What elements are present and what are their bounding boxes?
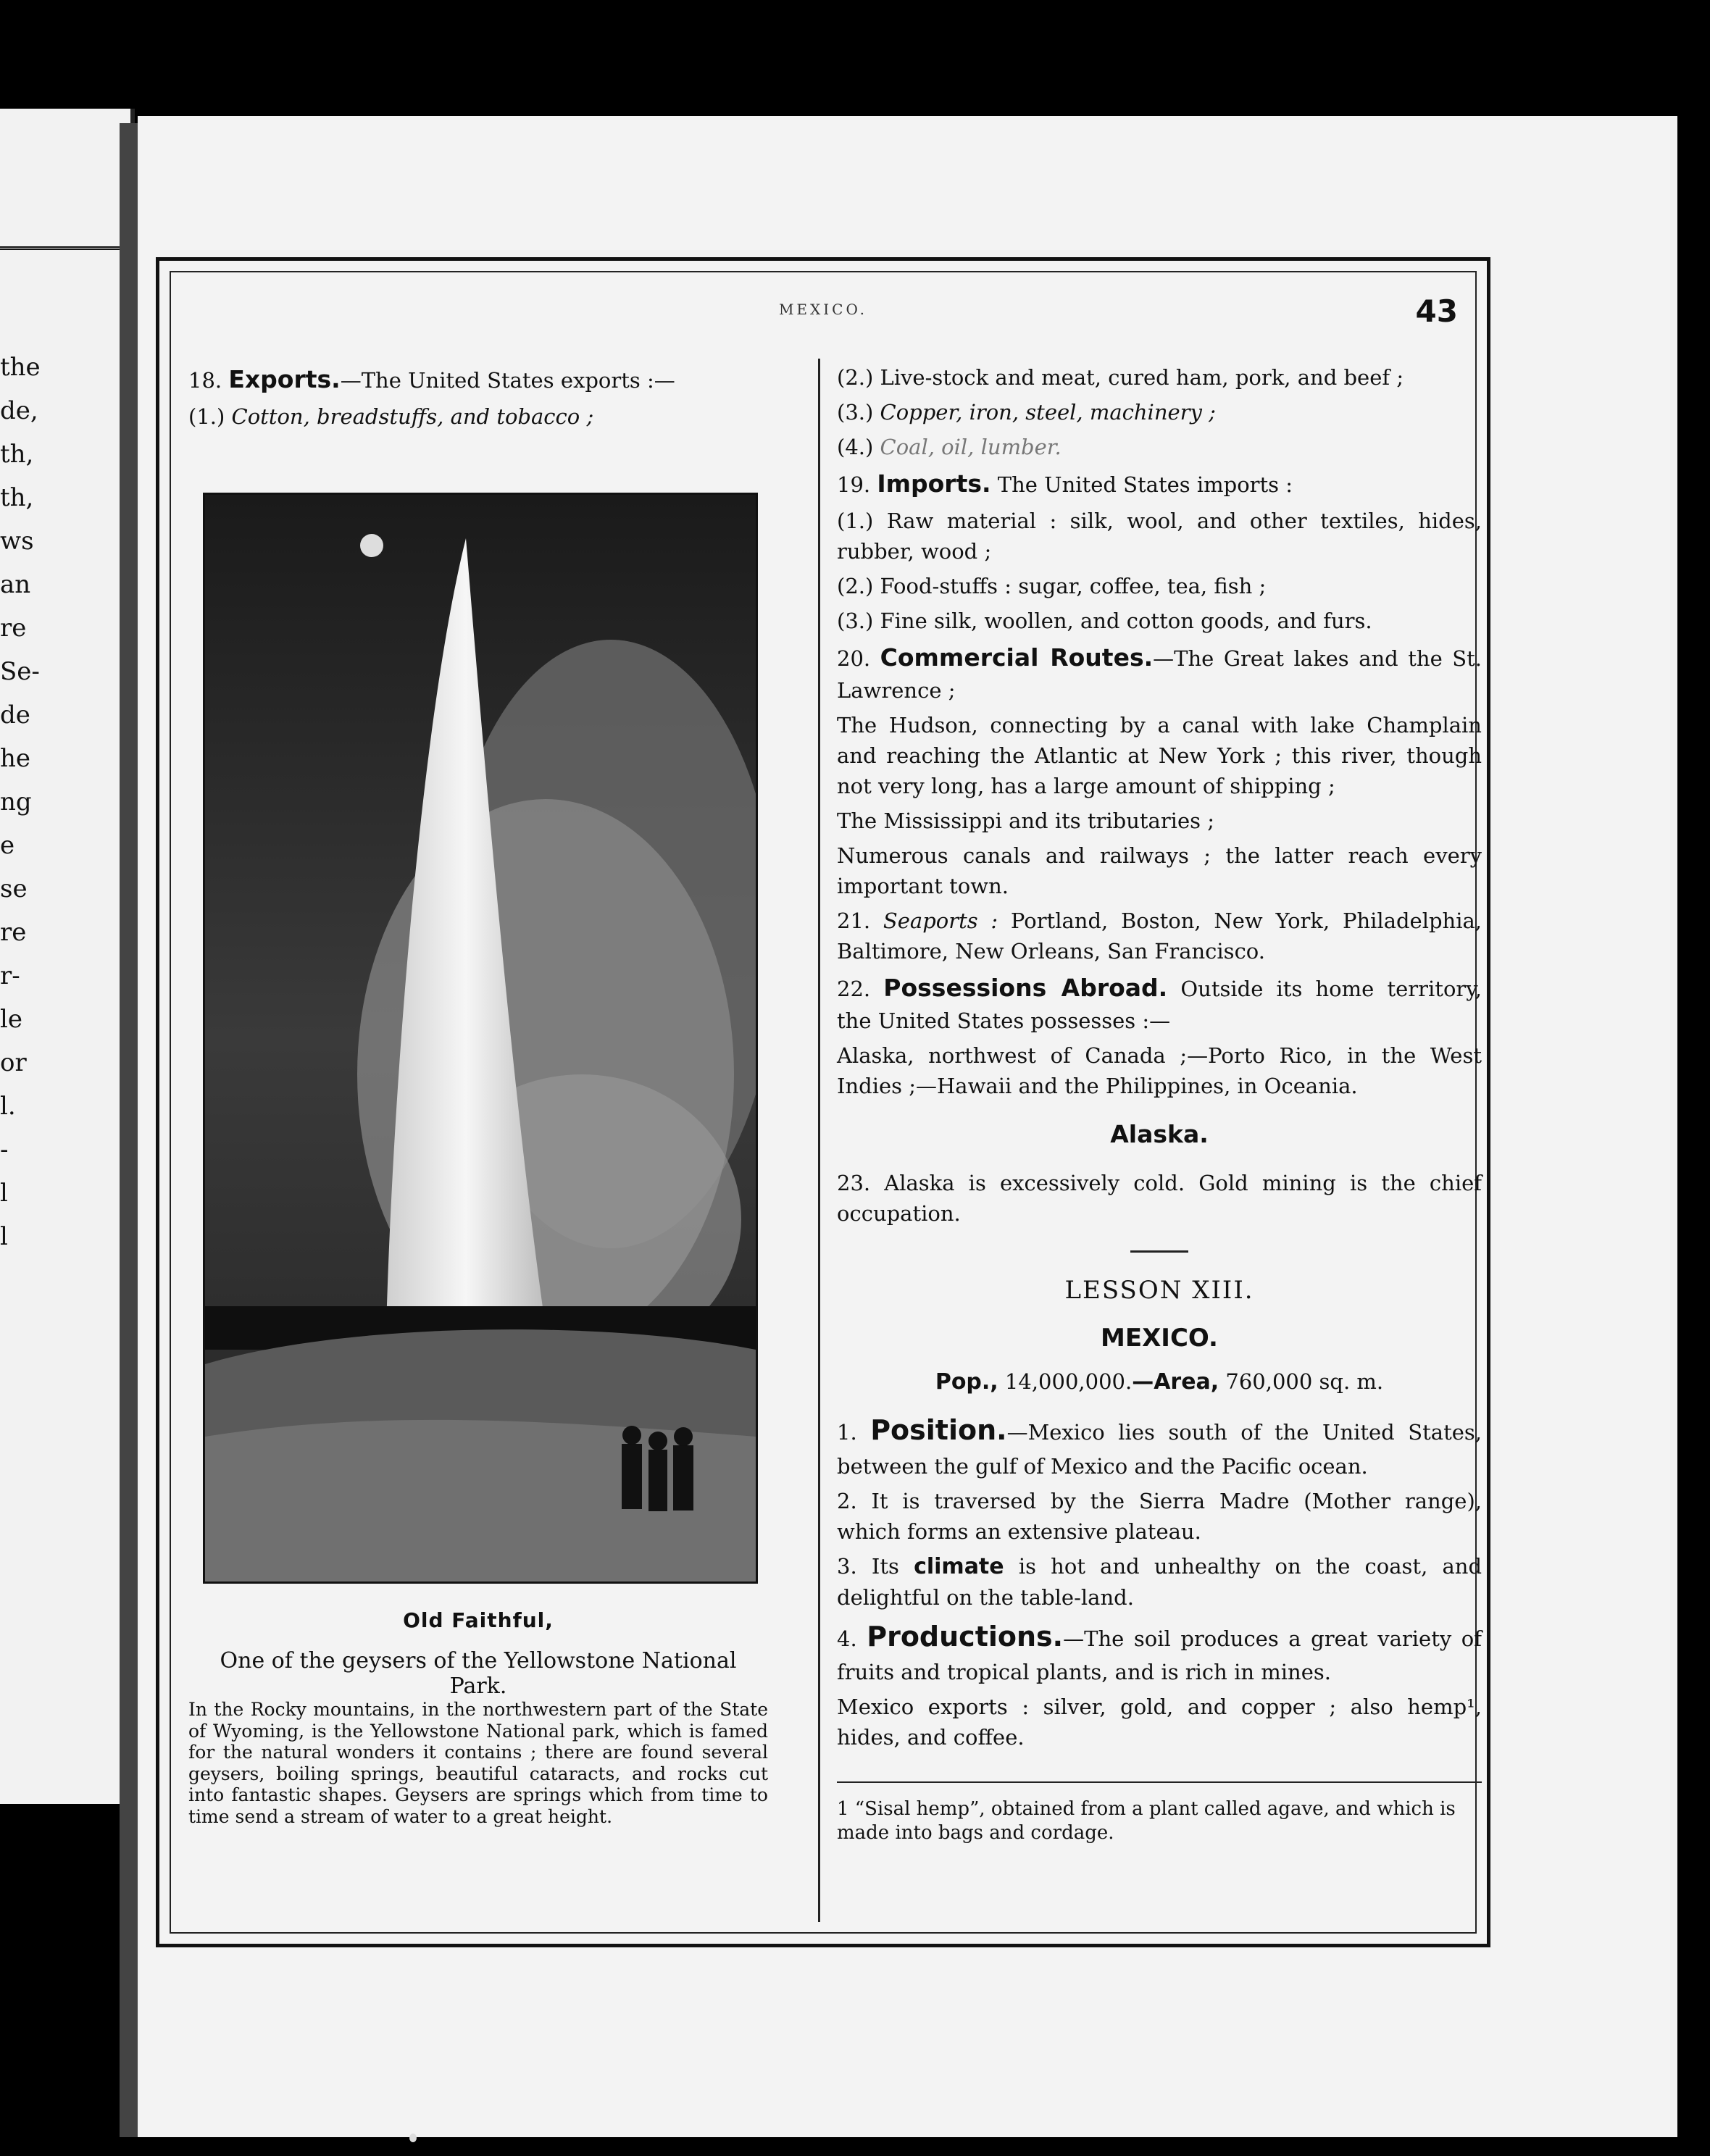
section-number: 19. [837,472,871,498]
facing-page-fragment: l [0,1222,8,1251]
facing-page-fragment: Se- [0,657,40,686]
facing-page-fragment: de, [0,396,38,425]
lesson-subject: MEXICO. [1101,1323,1218,1353]
exports-item-1 [188,401,804,432]
section-divider [1130,1250,1188,1253]
item-number: (1.) [188,404,225,429]
mexico-climate [837,1551,1482,1613]
routes-heading-line [837,640,1482,706]
item-text: Live-stock and meat, cured ham, pork, and beef ; [880,365,1404,390]
old-faithful-illustration [203,493,758,1584]
productions-text: —The soil produces a great variety of fruits and tropical plants, and is rich in mines. [837,1626,1482,1685]
facing-page-fragment: de [0,701,30,730]
imports-item-1: (1.) Raw material : silk, wool, and other textiles, hides, rubber, wood ; [837,508,1482,564]
possessions-list: Alaska, northwest of Canada ;—Porto Rico, in the West Indies ;—Hawaii and the Philippines, in Oceania. [837,1043,1482,1099]
imports-item-2: (2.) Food-stuffs : sugar, coffee, tea, fish ; [837,574,1267,599]
geyser-engraving [205,495,756,1582]
routes-intro: —The Great lakes and the St. Lawrence ; [837,646,1482,703]
section-number: 23. [837,1171,871,1196]
facing-page-fragment: r- [0,961,20,990]
imports-item-3: (3.) Fine silk, woollen, and cotton goods, and furs. [837,609,1372,634]
section-number: 18. [188,368,222,393]
possessions-intro: Outside its home territory, the United States possesses :— [837,977,1482,1034]
lesson-title: LESSON XIII. [1064,1276,1254,1305]
facing-page-fragment: re [0,614,27,643]
section-number: 20. [837,646,871,672]
routes-canals: Numerous canals and railways ; the latter reach every important town. [837,843,1482,899]
facing-page-fragment: ws [0,527,34,556]
seaports-line [837,906,1482,966]
mexico-exports: Mexico exports : silver, gold, and copper ; also hemp¹, hides, and coffee. [837,1695,1482,1750]
exports-item-4 [837,432,1482,462]
section-number: 1. [837,1420,857,1445]
item-text: Cotton, breadstuffs, and tobacco ; [231,404,594,429]
section-number: 4. [837,1626,857,1652]
possessions-heading: Possessions Abroad. [883,974,1168,1003]
imports-heading-line [837,467,1482,501]
productions-heading: Productions. [867,1621,1064,1653]
routes-mississippi: The Mississippi and its tributaries ; [837,808,1214,834]
facing-page-fragment: le [0,1005,22,1034]
page-number: 43 [1415,293,1458,329]
alaska-paragraph [837,1168,1482,1229]
scan-artifact-dot [409,2134,417,2142]
facing-page-fragment: l. [0,1092,16,1121]
facing-page-fragment: an [0,570,31,599]
facing-page-fragment: ng [0,787,32,816]
facing-page-fragment: th, [0,483,34,512]
alaska-text: Alaska is excessively cold. Gold mining is the chief occupation. [837,1171,1482,1227]
possessions-heading-line [837,971,1482,1036]
routes-hudson: The Hudson, connecting by a canal with lake Champlain and reaching the Atlantic at New York ; this river, though not very long, has a large amount of shipping ; [837,713,1482,799]
facing-page-fragment: he [0,744,31,773]
mexico-position [837,1411,1482,1481]
exports-intro: —The United States exports :— [340,368,675,393]
climate-heading: climate [914,1553,1004,1579]
section-number: 3. [837,1553,857,1579]
seaports-text: Portland, Boston, New York, Philadelphia, Baltimore, New Orleans, San Francisco. [837,908,1482,964]
position-text: —Mexico lies south of the United States, between the gulf of Mexico and the Pacific ocean. [837,1420,1482,1479]
climate-text: is hot and unhealthy on the coast, and delightful on the table-land. [837,1553,1482,1610]
facing-page-fragment: se [0,874,28,903]
item-number: (3.) [837,400,874,425]
imports-heading: Imports. [877,469,991,498]
facing-page-fragment: or [0,1048,27,1077]
left-column [188,362,804,436]
mexico-sierra-madre: 2. It is traversed by the Sierra Madre (Mother range), which forms an extensive plateau. [837,1488,1482,1544]
column-rule [818,359,820,1922]
tourist-figures [622,1426,693,1511]
footnote: 1 “Sisal hemp”, obtained from a plant called agave, and which is made into bags and cordage. [837,1781,1482,1844]
facing-page-fragment: l [0,1179,8,1208]
illustration-caption-title: Old Faithful, [403,1608,554,1632]
population-area-line [837,1366,1482,1398]
mexico-productions [837,1617,1482,1687]
facing-page-fragment: th, [0,440,34,469]
item-text: Coal, oil, lumber. [880,435,1062,460]
right-column [837,362,1482,1863]
section-number: 21. [837,908,871,934]
exports-item-3 [837,397,1482,427]
position-heading: Position. [870,1414,1007,1447]
running-head: MEXICO. [778,301,868,318]
routes-heading: Commercial Routes. [880,643,1154,672]
page-frame [156,257,1490,1947]
illustration-caption-subtitle: One of the geysers of the Yellowstone National Park. [220,1648,737,1699]
area-value: 760,000 sq. m. [1225,1369,1384,1394]
area-label: —Area, [1132,1369,1219,1395]
facing-page [0,109,135,1804]
item-number: (4.) [837,435,874,460]
facing-page-fragment: e [0,831,15,860]
facing-page-fragment: - [0,1135,9,1164]
illustration-description: In the Rocky mountains, in the northwestern part of the State of Wyoming, is the Yellowstone National park, which is famed for the natural wonders it contains ; there are found several geysers, boiling springs, beautiful cataracts, and rocks cut into fantastic shapes. Geysers are springs which from time to time send a stream of water to a great height. [188,1699,768,1827]
exports-heading: Exports. [228,365,341,393]
population-label: Pop., [935,1369,998,1395]
seaports-label: Seaports : [883,908,998,934]
imports-intro: The United States imports : [997,472,1293,498]
alaska-heading: Alaska. [1110,1120,1209,1149]
population-value: 14,000,000. [1004,1369,1133,1394]
facing-page-fragment: re [0,918,27,947]
climate-pre: Its [871,1553,899,1579]
exports-item-2 [837,362,1482,393]
item-text: Copper, iron, steel, machinery ; [880,400,1216,425]
exports-heading-line [188,362,804,397]
facing-page-fragment: the [0,353,41,382]
section-number: 22. [837,977,871,1002]
item-number: (2.) [837,365,874,390]
